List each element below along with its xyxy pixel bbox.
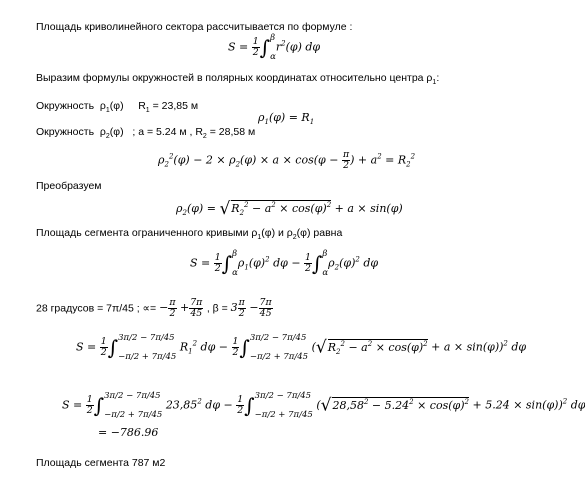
integral-symbolic: S = $\frac{1}{2}$ ∫ 3π/2 − 7π/45 −π/2 + 7π/45 $R_1^2$ dφ − $\frac{1}{2}$ ∫ 3π/2 − 7π/45 −π/2 + 7π/45 $(√R_2^2 - a^2 \times \cos(\varphi)^2 + a \times \sin(\varphi))^2$ dφ [76, 333, 527, 362]
rho2-formula: $\rho_2(\varphi) = √R_2^2 - a^2 \times \cos(\varphi)^2 + a \times \sin(\varphi)$ [176, 199, 403, 219]
segment-area-text: Площадь сегмента ограниченного кривыми $\rho_1(\varphi)$ и $\rho_2(\varphi)$ равна [36, 227, 343, 241]
result-value: = −786.96 [98, 426, 159, 439]
degrees-line: 28 градусов = 7π/45 ; ∝= − $\frac{\pi}{2}$ + $\frac{7\pi}{45}$ , β = 3 $\frac{\pi}{2}$ − $\frac{7\pi}{45}$ [36, 297, 272, 319]
segment-area-integral: S = $\frac{1}{2}$ ∫ β α $\rho_1(\varphi)^2$ dφ − $\frac{1}{2}$ ∫ β α $\rho_2(\varphi)^2$ dφ [190, 249, 379, 278]
rho1-formula: $\rho_1(\varphi) = R_1$ [258, 111, 315, 126]
circle2-line: Окружность $\rho_2(\varphi)$ ; a = 5.24 м , $R_2 = 28,58$ м [36, 126, 256, 140]
integral-numeric: S = $\frac{1}{2}$ ∫ 3π/2 − 7π/45 −π/2 + 7π/45 23,85$^2$ dφ − $\frac{1}{2}$ ∫ 3π/2 − 7π/45 −π/2 + 7π/45 $(√28,58^2 - 5.24^2 \times \cos(\varphi)^2 + 5.24 \times \sin(\varphi))^2$ dφ [62, 391, 585, 420]
circle2-equation: $\rho_2^2(\varphi) - 2 \times \rho_2(\varphi) \times a \times \cos(\varphi$ − $\frac{\pi}{2}$ ) + $a^2 = R_2^2$ [158, 149, 416, 171]
intro-text: Площадь криволинейного сектора рассчитывается по формуле : [36, 21, 353, 33]
transform-label: Преобразуем [36, 180, 102, 192]
sector-area-formula: S = $\frac{1}{2}$ ∫ β α $r^2(\varphi)$ dφ [228, 33, 321, 62]
final-area-text: Площадь сегмента 787 м2 [36, 457, 166, 469]
polar-intro-text: Выразим формулы окружностей в полярных координатах относительно центра $\rho_1$: [36, 72, 440, 86]
circle1-line: Окружность $\rho_1(\varphi)$ $R_1 = 23,85$ м [36, 100, 199, 114]
